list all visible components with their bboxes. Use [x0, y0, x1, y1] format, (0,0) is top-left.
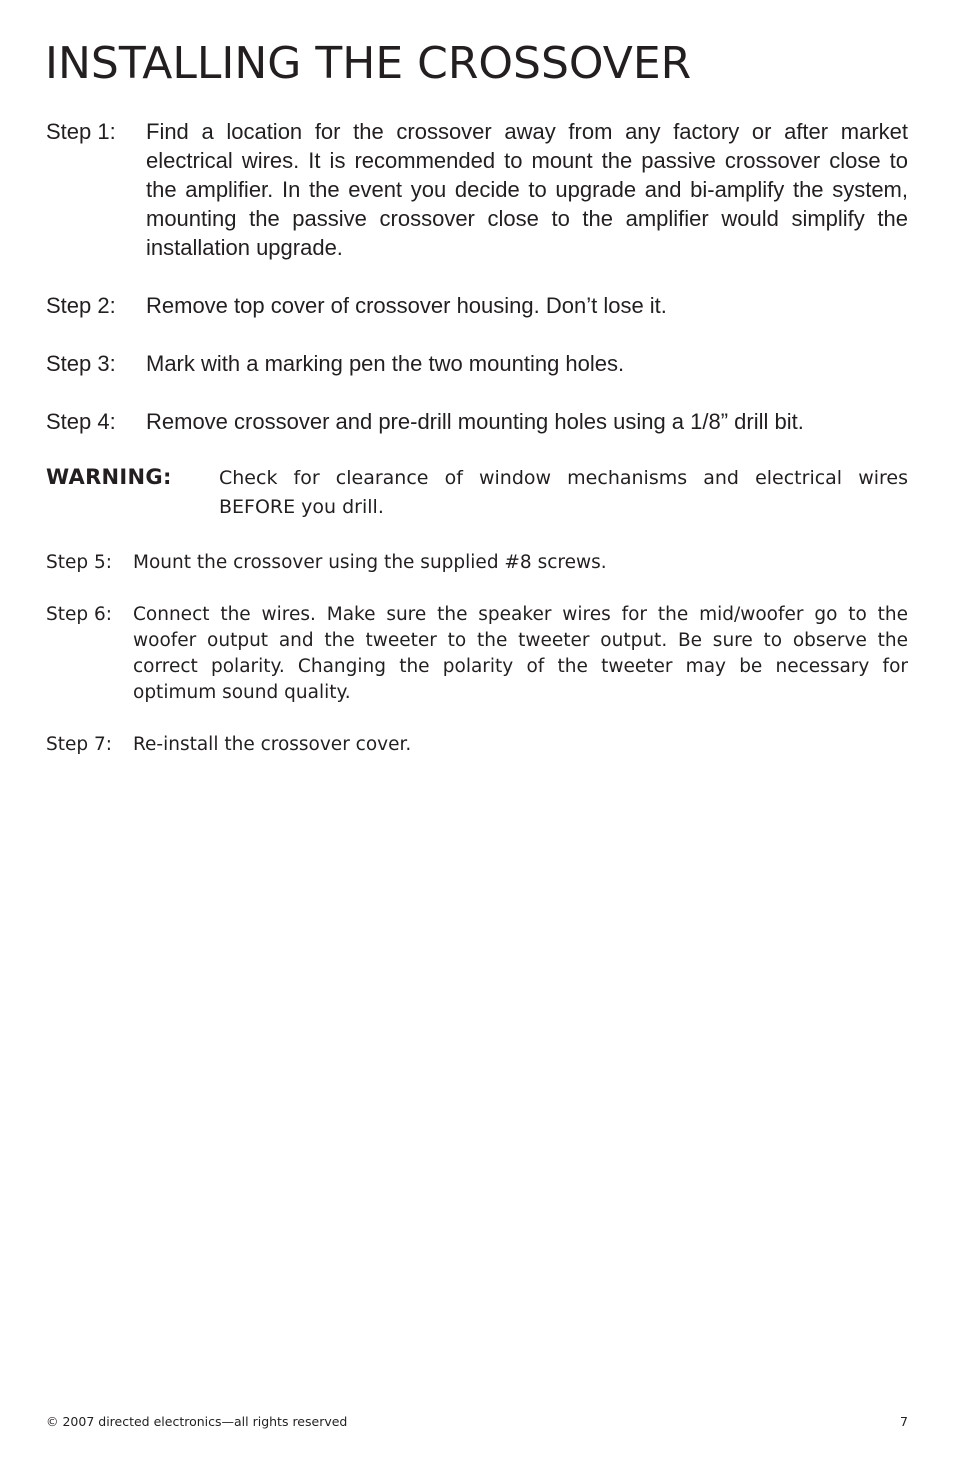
step-text: Connect the wires. Make sure the speaker wires for the mid/woofer go to the woofer output and the tweeter to the tweeter output. Be sure to observe the correct polarity. Changing the polarity of the tweeter may be necessary for optimum sound quality.	[133, 604, 908, 703]
step-5	[46, 550, 908, 576]
page-title: INSTALLING THE CROSSOVER	[45, 38, 692, 89]
step-2	[46, 291, 908, 320]
footer-copyright: © 2007 directed electronics—all rights reserved	[46, 1414, 348, 1429]
step-label: Step 2:	[46, 293, 116, 318]
step-label: Step 6:	[46, 604, 113, 625]
step-text: Re-install the crossover cover.	[133, 734, 412, 755]
step-7	[46, 732, 908, 758]
step-text: Mark with a marking pen the two mounting holes.	[146, 351, 625, 376]
step-text: Remove crossover and pre-drill mounting holes using a 1/8” drill bit.	[146, 409, 804, 434]
warning-text: Check for clearance of window mechanisms and electrical wires BEFORE you drill.	[219, 467, 908, 518]
step-4	[46, 407, 908, 436]
step-6	[46, 602, 908, 706]
warning-block	[46, 464, 908, 522]
step-text: Find a location for the crossover away from any factory or after market electrical wires. It is recommended to mount the passive crossover close to the amplifier. In the event you decide to upgrade and bi-amplify the system, mounting the passive crossover close to the amplifier would simplify the installation upgrade.	[146, 119, 908, 260]
step-3	[46, 349, 908, 378]
footer-page-number: 7	[900, 1414, 908, 1429]
step-1	[46, 117, 908, 262]
step-text: Mount the crossover using the supplied #8 screws.	[133, 552, 607, 573]
step-label: Step 7:	[46, 734, 113, 755]
step-label: Step 1:	[46, 119, 116, 144]
step-text: Remove top cover of crossover housing. Don’t lose it.	[146, 293, 667, 318]
step-label: Step 4:	[46, 409, 116, 434]
warning-label: WARNING:	[46, 465, 172, 489]
step-label: Step 5:	[46, 552, 113, 573]
step-label: Step 3:	[46, 351, 116, 376]
